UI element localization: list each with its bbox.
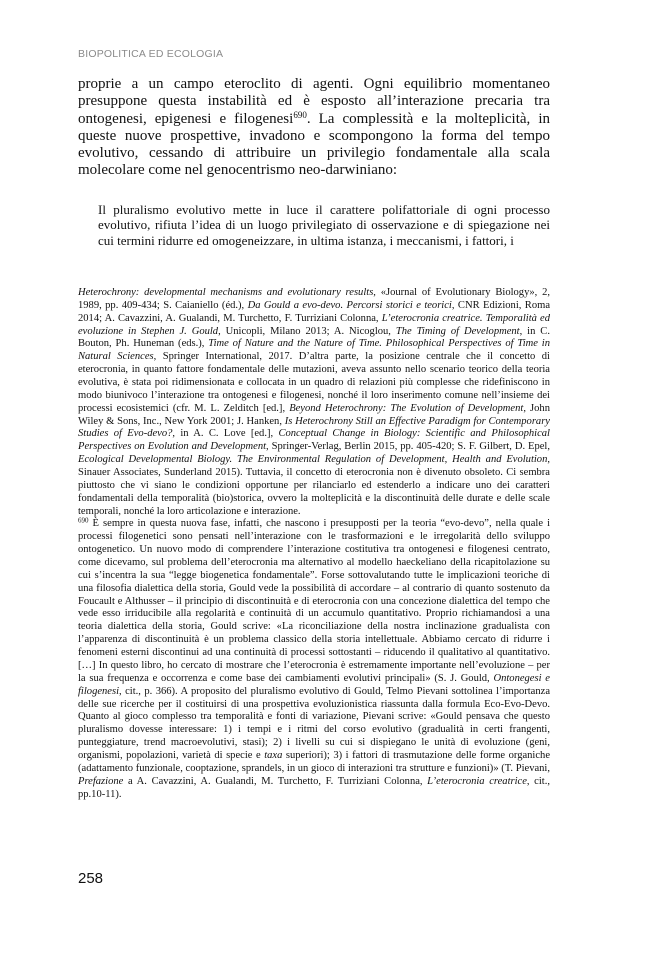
fn689-title-hanken: Is Heterochrony Still an Effective Paradigm for Contemporary Studies of Evo-devo? <box>78 415 550 440</box>
fn690-term-taxa: taxa <box>264 749 283 761</box>
fn690-text: , cit., p. 366). A proposito del pluralismo evolutivo di Gould, Telmo Pievani sottolinea l’importanza delle sue ricerche per il costituirsi di una prospettiva evoluzionistica riassunta dalla formula Eco-Evo-Devo. Quanto al gioco complesso tra temporalità e fonti di variazione, Pievani scrive: «Gould pensava che questo pluralismo dovesse interessare: 1) i tempi e i ritmi del corso evolutivo (gradualità in certi frangenti, punteggiature, trend macroevolutivi, stasi); 2) i livelli su cui si dispiegano le unità di evoluzione (geni, organismi, popolazioni, varietà di specie e <box>78 685 550 761</box>
fn689-text: , Unicopli, Milano 2013; A. Nicoglou, <box>218 325 396 337</box>
fn689-text: , in C. Bouton, Ph. Huneman (eds.), <box>78 325 550 350</box>
footnote-690-number: 690 <box>78 516 89 525</box>
fn690-text: , cit., pp.10-11). <box>78 775 550 800</box>
fn690-title-eterocronia: L’eterocronia creatrice <box>427 775 527 787</box>
fn689-title-beyond-heterochrony: Beyond Heterochrony: The Evolution of Development <box>289 402 524 414</box>
fn689-title-ecological-devbio: Ecological Developmental Biology. The Environmental Regulation of Development, Health and Evolution <box>78 454 548 466</box>
block-quote: Il pluralismo evolutivo mette in luce il carattere polifattoriale di ogni processo evolutivo, rifiuta l’idea di un luogo privilegiato di osservazione e di spiegazione nei cui termini ridurre ed omogeneizzare, in ultima istanza, i meccanismi, i fattori, i <box>98 202 550 248</box>
fn689-text: , Springer International, 2017. D’altra parte, la posizione centrale che il concetto di eterocronia, in quanto fattore fondamentale delle mutazioni, aveva assunto nello scenario teorico della teoria evolutiva, è stata poi ridimensionata e collocata in un quadro di relazioni più complesse che ridefiniscono in modo biunivoco l’interazione tra ontogenesi e filogenesi, nonché il loro inserimento comune nell’insieme dei processi ecosistemici (cfr. M. L. Zelditch [ed.], <box>78 351 550 414</box>
page-number: 258 <box>78 870 104 887</box>
fn689-title-heterochrony: Heterochrony: developmental mechanisms and evolutionary results <box>78 287 374 298</box>
body-text-part-2: . La complessità e la molteplicità, in queste nuove prospettive, invadono e scompongono la forma del tempo evolutivo, cessando di attribuire un privilegio fondamentale alla scala molecolare come nel genocentrismo neo-darwiniano: <box>78 110 550 179</box>
footnote-689-continuation <box>78 287 550 518</box>
fn689-title-eterocronia: L’eterocronia creatrice. Temporalità ed evoluzione in Stephen J. Gould <box>78 312 550 337</box>
fn690-text: È sempre in questa nuova fase, infatti, che nascono i presupposti per la teoria “evo-devo”, nella quale i processi filogenetici sono pensati nell’interazione con le trasformazioni e le irregolarità dello sviluppo ontogenetico. Un nuovo modo di comprendere l’interazione costitutiva tra ontogenesi e filogenesi centrato, come dicevamo, sul problema dell’eterocronia ma alternativo al modello haeckeliano della ricapitolazione su cui s’incentra la sua “legge biogenetica fondamentale”. Forse sottovalutando tutte le implicazioni teoriche di una filosofia dialettica della storia, Gould vede la possibilità di accordare – al contrario di quanto sostenuto da Foucault e Althusser – il principio di discontinuità e di eterocronia con una concezione dialettica del tempo che vede esso irriducibile alla regolarità e continuità di un accumulo quantitativo. Proprio richiamandosi a una teoria dialettica della storia, Gould scrive: «La riconciliazione della nostra inclinazione gradualista con l’apparenza di discontinuità è un problema classico della storia intellettuale. Abbiamo cercato di ridurre i fenomeni esterni discontinui ad una continuità di processi sottostanti – riducendo il qualitativo al quantitativo. […] In questo libro, ho cercato di mostrare che l’eterocronia è estremamente importante nell’evoluzione – per la sua frequenza e occorrenza e come base dei cambiamenti evolutivi principali» (S. J. Gould, <box>78 518 550 684</box>
fn689-title-conceptual-change: Conceptual Change in Biology: Scientific and Philosophical Perspectives on Evolution and Development <box>78 428 550 453</box>
fn690-title-prefazione: Prefazione <box>78 775 124 787</box>
body-text-part-1: proprie a un campo eteroclito di agenti. Ogni equilibrio momentaneo presuppone questa instabilità ed è esposto all’interazione precaria tra ontogenesi, epigenesi e filogenesi <box>78 76 550 127</box>
fn689-text: , CNR Edizioni, Roma 2014; A. Cavazzini, A. Gualandi, M. Turchetto, F. Turriziani Colonna, <box>78 299 550 324</box>
fn689-text: , Sinauer Associates, Sunderland 2015). Tuttavia, il concetto di eterocronia non è divenuto obsoleto. Ci sembra piuttosto che vi siano le condizioni opportune per rilanciarlo ed estenderlo a indicare uno dei caratteri fondamentali della temporalità (bio)storica, ovvero la molteplicità e la discontinuità delle durate e delle scale temporali, nonché la loro articolazione e interazione. <box>78 454 550 517</box>
fn689-text: , Springer-Verlag, Berlin 2015, pp. 405-420; S. F. Gilbert, D. Epel, <box>266 441 550 453</box>
footnote-690 <box>78 518 550 801</box>
fn690-text: a A. Cavazzini, A. Gualandi, M. Turchetto, F. Turriziani Colonna, <box>123 775 428 787</box>
body-paragraph <box>78 76 550 180</box>
fn689-title-time-of-nature: Time of Nature and the Nature of Time. Philosophical Perspectives of Time in Natural Sciences <box>78 338 550 363</box>
fn689-text: , «Journal of Evolutionary Biology», 2, 1989, pp. 409-434; S. Caianiello (éd.), <box>78 287 550 311</box>
fn690-title-ontogenesi: Ontonegesi e filogenesi <box>78 672 550 697</box>
fn689-title-timing: The Timing of Development <box>395 325 520 337</box>
fn689-text: , in A. C. Love [ed.], <box>172 428 279 440</box>
fn690-text: superiori); 3) i fattori di trasmutazione delle forme organiche (adattamento funzionale, cooptazione, sprandels, in un gioco di interazioni tra strutture e funzioni)» (T. Pievani, <box>78 749 550 774</box>
footnote-reference[interactable]: 690 <box>293 109 307 120</box>
footnotes-area <box>78 287 550 801</box>
fn689-text: , John Wiley & Sons, Inc., New York 2001; J. Hanken, <box>78 402 550 427</box>
fn689-title-gould-evo-devo: Da Gould a evo-devo. Percorsi storici e teorici <box>247 299 452 311</box>
running-header: BIOPOLITICA ED ECOLOGIA <box>78 48 224 60</box>
